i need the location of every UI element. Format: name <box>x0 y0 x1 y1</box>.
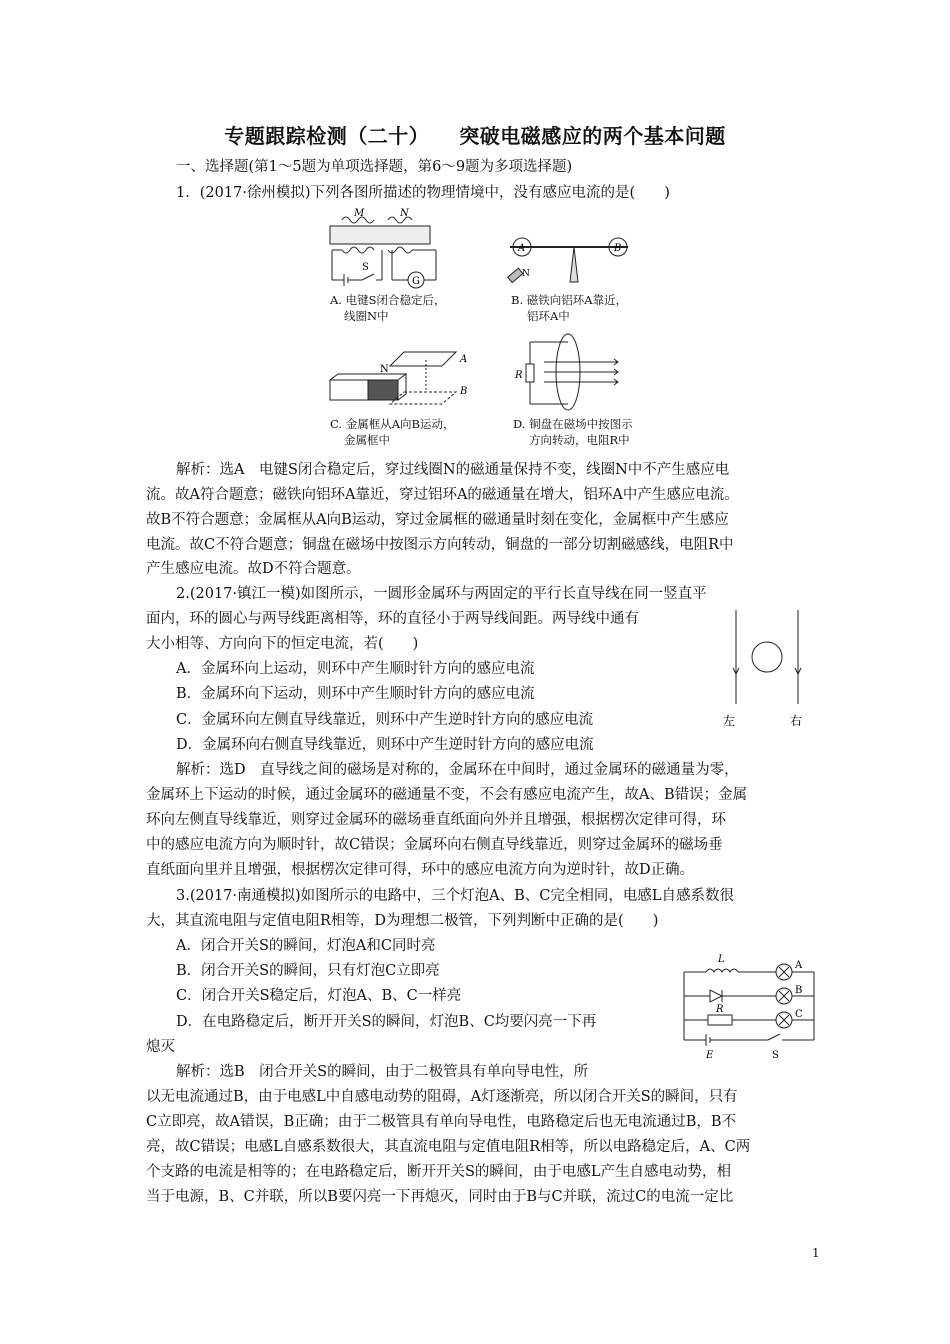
q1a-label-n: N <box>400 208 409 219</box>
q2-analysis-line: 直纸面向里并且增强，根据楞次定律可得，环中的感应电流方向为逆时针，故D正确。 <box>146 862 695 878</box>
q1b-label-b: B <box>614 243 622 254</box>
q1a-label-s: S <box>362 262 369 273</box>
q2-analysis-line: 中的感应电流方向为顺时针，故C错误；金属环向右侧直导线靠近，则穿过金属环的磁场垂 <box>146 837 723 853</box>
q1a-caption-line1: A. 电键S闭合稳定后， <box>330 293 446 307</box>
q1-analysis-line: 故B不符合题意；金属框从A向B运动，穿过金属框的磁通量时刻在变化，金属框中产生感应 <box>146 512 729 528</box>
q2-label-right: 右 <box>790 714 803 728</box>
q1a-caption-line2: 线圈N中 <box>344 309 389 323</box>
q3-label-a: A <box>795 960 803 971</box>
q1-figure-b <box>500 230 650 295</box>
q1-figure-d <box>500 328 650 416</box>
q1b-label-a: A <box>518 243 526 254</box>
q2-stem-line: 面内，环的圆心与两导线距离相等，环的直径小于两导线间距。两导线中通有 <box>146 611 639 627</box>
q3-label-s: S <box>772 1050 779 1061</box>
q2-stem-line: 大小相等、方向向下的恒定电流，若( ) <box>146 636 419 652</box>
q2-analysis-line: 金属环上下运动的时候，通过金属环的磁通量不变，不会有感应电流产生，故A、B错误；金属 <box>146 787 748 803</box>
page-number: 1 <box>812 1246 820 1260</box>
q1-analysis-line: 产生感应电流。故D不符合题意。 <box>146 561 361 577</box>
q3-analysis-line: 个支路的电流是相等的；在电路稳定后，断开开关S的瞬间，由于电感L产生自感电动势，相 <box>146 1164 732 1180</box>
q1-figure-a <box>318 204 468 304</box>
q2-option: A．金属环向上运动，则环中产生顺时针方向的感应电流 <box>176 661 535 677</box>
title-right: 突破电磁感应的两个基本问题 <box>459 124 726 148</box>
q2-figure <box>718 608 818 733</box>
page-title <box>0 120 950 149</box>
q3-label-c: C <box>795 1009 803 1020</box>
q1c-caption-line2: 金属框中 <box>344 433 390 447</box>
q3-option: B．闭合开关S的瞬间，只有灯泡C立即亮 <box>176 963 440 979</box>
q2-analysis-line: 解析：选D 直导线之间的磁场是对称的，金属环在中间时，通过金属环的磁通量为零， <box>176 762 739 778</box>
q3-label-r: R <box>716 1004 724 1015</box>
q3-analysis-line: 当于电源，B、C并联，所以B要闪亮一下再熄灭，同时由于B与C并联，流过C的电流一定比 <box>146 1189 734 1205</box>
q1c-label-a: A <box>460 354 468 365</box>
q3-label-l: L <box>718 954 725 965</box>
q1d-label-r: R <box>515 370 523 381</box>
q1a-label-m: M <box>354 208 365 219</box>
q3-label-e: E <box>706 1050 714 1061</box>
q2-option: B．金属环向下运动，则环中产生顺时针方向的感应电流 <box>176 686 535 702</box>
q3-stem-line: 3.(2017·南通模拟)如图所示的电路中，三个灯泡A、B、C完全相同，电感L自感系数很 <box>176 888 735 904</box>
title-left: 专题跟踪检测（二十） <box>224 124 430 148</box>
q2-option: C．金属环向左侧直导线靠近，则环中产生逆时针方向的感应电流 <box>176 712 594 728</box>
q2-stem-line: 2.(2017·镇江一模)如图所示，一圆形金属环与两固定的平行长直导线在同一竖直平 <box>176 586 707 602</box>
section-header: 一、选择题(第1～5题为单项选择题，第6～9题为多项选择题) <box>176 159 573 175</box>
q3-stem-line: 大，其直流电阻与定值电阻R相等，D为理想二极管，下列判断中正确的是( ) <box>146 913 659 929</box>
q3-analysis-line: 以无电流通过B，由于电感L中自感电动势的阻碍，A灯逐渐亮，所以闭合开关S的瞬间，只有 <box>146 1089 738 1105</box>
q3-label-b: B <box>795 985 803 996</box>
q1b-caption-line1: B. 磁铁向铝环A靠近， <box>511 293 628 307</box>
q1c-label-n: N <box>380 364 389 375</box>
q1c-caption-line1: C. 金属框从A向B运动， <box>330 417 455 431</box>
q1-analysis-line: 电流。故C不符合题意；铜盘在磁场中按图示方向转动，铜盘的一部分切割磁感线，电阻R中 <box>146 537 734 553</box>
q1-figure-c <box>320 350 480 415</box>
q1d-caption-line2: 方向转动，电阻R中 <box>529 433 630 447</box>
q1c-label-b: B <box>460 386 468 397</box>
q3-analysis-line: C立即亮，故A错误，B正确；由于二极管具有单向导电性，电路稳定后也无电流通过B，B不 <box>146 1114 737 1130</box>
q2-analysis-line: 环向左侧直导线靠近，则穿过金属环的磁场垂直纸面向外并且增强，根据楞次定律可得，环 <box>146 812 726 828</box>
q3-figure <box>676 950 826 1062</box>
q3-option: A．闭合开关S的瞬间，灯泡A和C同时亮 <box>176 938 436 954</box>
q3-analysis-line: 解析：选B 闭合开关S的瞬间，由于二极管具有单向导电性，所 <box>176 1064 589 1080</box>
q1-analysis-line: 流。故A符合题意；磁铁向铝环A靠近，穿过铝环A的磁通量在增大，铝环A中产生感应电流。 <box>146 487 739 503</box>
q2-option: D．金属环向右侧直导线靠近，则环中产生逆时针方向的感应电流 <box>176 737 594 753</box>
q1a-label-g: G <box>412 276 420 287</box>
q1-analysis-line: 解析：选A 电键S闭合稳定后，穿过线圈N的磁通量保持不变，线圈N中不产生感应电 <box>176 462 730 478</box>
q3-option: 熄灭 <box>146 1039 175 1055</box>
q1b-label-n: N <box>522 269 530 279</box>
q3-analysis-line: 亮，故C错误；电感L自感系数很大，其直流电阻与定值电阻R相等，所以电路稳定后，A、C两 <box>146 1139 751 1155</box>
q1-stem: 1．(2017·徐州模拟)下列各图所描述的物理情境中，没有感应电流的是( ) <box>176 185 670 201</box>
q3-option: D．在电路稳定后，断开开关S的瞬间，灯泡B、C均要闪亮一下再 <box>176 1014 597 1030</box>
q1b-caption-line2: 铝环A中 <box>527 309 570 323</box>
q3-option: C．闭合开关S稳定后，灯泡A、B、C一样亮 <box>176 988 462 1004</box>
q1d-caption-line1: D. 铜盘在磁场中按图示 <box>513 417 633 431</box>
q2-label-left: 左 <box>723 714 736 728</box>
